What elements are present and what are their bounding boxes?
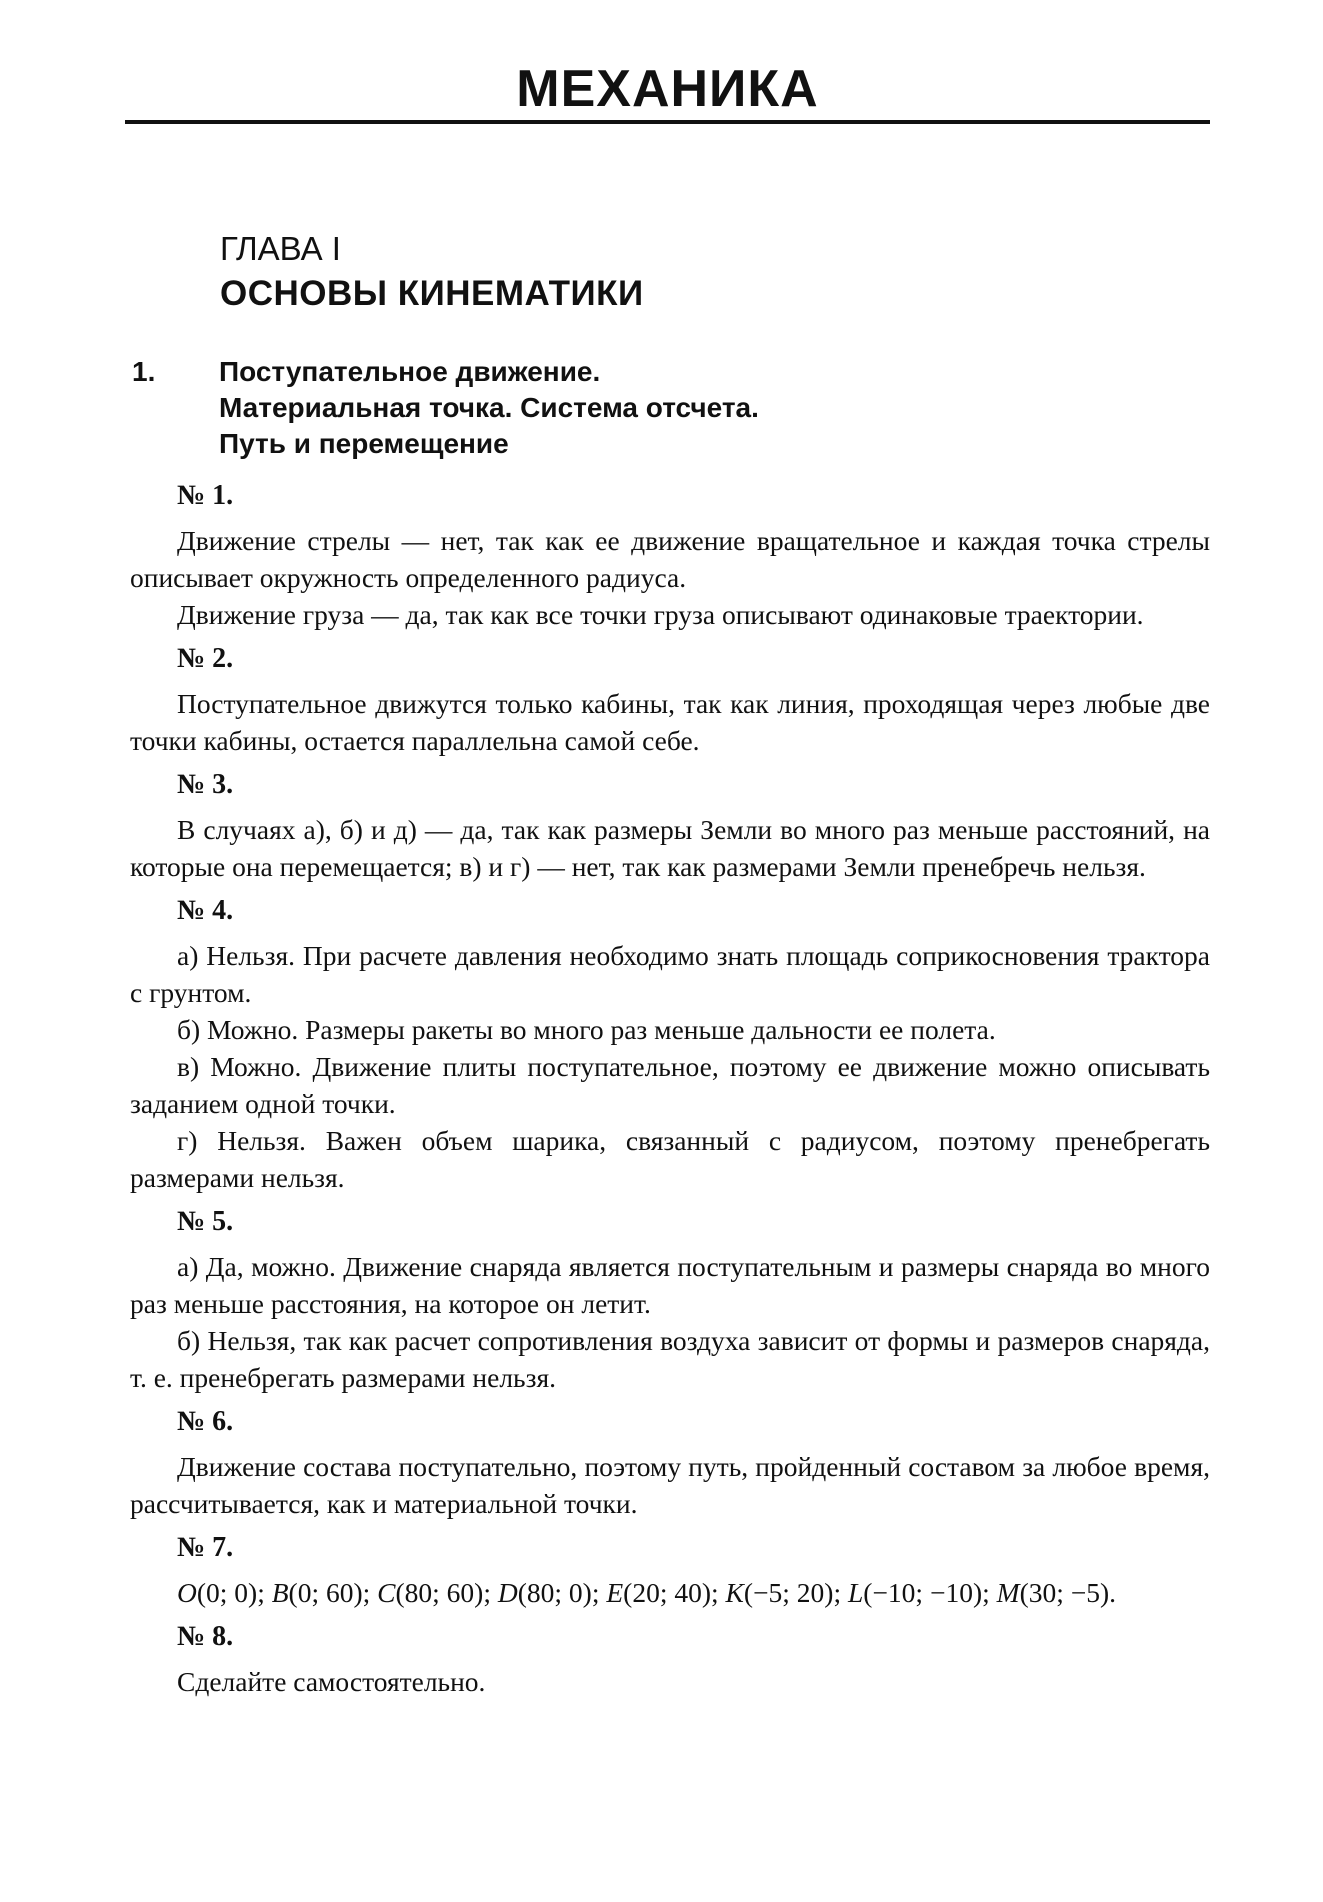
point-name: O bbox=[177, 1577, 197, 1608]
problem-number: № 5. bbox=[177, 1206, 234, 1237]
problem-paragraph: а) Нельзя. При расчете давления необходимо знать площадь соприкосновения трактора с грунтом. bbox=[130, 940, 1210, 1008]
problem-paragraph: Поступательное движутся только кабины, так как линия, проходящая через любые две точки кабины, остается параллельна самой себе. bbox=[130, 688, 1210, 756]
problem-paragraph: Движение состава поступательно, поэтому путь, пройденный составом за любое время, рассчитывается, как и материальной точки. bbox=[130, 1451, 1210, 1519]
point-coords: (80; 0) bbox=[517, 1577, 592, 1608]
point-coords: (20; 40) bbox=[623, 1577, 711, 1608]
problem-8 bbox=[130, 1617, 1210, 1700]
problem-number: № 7. bbox=[177, 1532, 234, 1563]
problem-paragraph: в) Можно. Движение плиты поступательное, поэтому ее движение можно описывать заданием одной точки. bbox=[130, 1051, 1210, 1119]
problem-paragraph: Движение груза — да, так как все точки груза описывают одинаковые траектории. bbox=[177, 599, 1144, 630]
point-name: D bbox=[497, 1577, 518, 1608]
problem-number: № 3. bbox=[177, 769, 234, 800]
point-name: M bbox=[996, 1577, 1020, 1608]
point-coords: (0; 60) bbox=[288, 1577, 363, 1608]
point-coords: (30; −5) bbox=[1019, 1577, 1110, 1608]
problem-number: № 6. bbox=[177, 1406, 234, 1437]
topic-title-line: Поступательное движение. bbox=[219, 356, 601, 387]
problem-number: № 8. bbox=[177, 1621, 234, 1652]
chapter-heading bbox=[220, 228, 1120, 318]
problem-paragraph: Движение стрелы — нет, так как ее движение вращательное и каждая точка стрелы описывает окружность определенного радиуса. bbox=[130, 525, 1210, 593]
point-name: L bbox=[847, 1577, 864, 1608]
problem-1 bbox=[130, 476, 1210, 633]
problem-paragraph: Сделайте самостоятельно. bbox=[177, 1666, 486, 1697]
header-rule bbox=[125, 120, 1210, 124]
point-coords: (80; 60) bbox=[395, 1577, 484, 1608]
chapter-title: ОСНОВЫ КИНЕМАТИКИ bbox=[220, 274, 644, 313]
problem-paragraph: В случаях а), б) и д) — да, так как размеры Земли во много раз меньше расстояний, на которые она перемещается; в) и г) — нет, так как размерами Земли пренебречь нельзя. bbox=[130, 814, 1210, 882]
section-title: МЕХАНИКА bbox=[516, 60, 819, 118]
problem-paragraph: г) Нельзя. Важен объем шарика, связанный с радиусом, поэтому пренебрегать размерами нельзя. bbox=[130, 1125, 1210, 1193]
problem-number: № 2. bbox=[177, 643, 234, 674]
point-name: K bbox=[725, 1577, 744, 1608]
point-coords: (0; 0) bbox=[196, 1577, 258, 1608]
problem-paragraph: а) Да, можно. Движение снаряда является поступательным и размеры снаряда во много раз меньше расстояния, на которое он летит. bbox=[130, 1251, 1210, 1319]
topic-title-line: Путь и перемещение bbox=[219, 428, 509, 459]
point-coords: (−5; 20) bbox=[743, 1577, 834, 1608]
problem-paragraph: б) Нельзя, так как расчет сопротивления воздуха зависит от формы и размеров снаряда, т. е. пренебрегать размерами нельзя. bbox=[130, 1325, 1210, 1393]
chapter-label: ГЛАВА I bbox=[220, 230, 341, 267]
section-header bbox=[125, 58, 1210, 128]
problem-paragraph: б) Можно. Размеры ракеты во много раз меньше дальности ее полета. bbox=[177, 1014, 996, 1045]
problem-4 bbox=[130, 891, 1210, 1196]
problem-6 bbox=[130, 1402, 1210, 1522]
point-coords: (−10; −10) bbox=[863, 1577, 983, 1608]
problem-2 bbox=[130, 639, 1210, 759]
problem-7 bbox=[130, 1528, 1210, 1611]
topic-title-line: Материальная точка. Система отсчета. bbox=[219, 392, 759, 423]
coordinates-list: O(0; 0); B(0; 60); C(80; 60); D(80; 0); E(20; 40); K(−5; 20); L(−10; −10); M(30; −5). bbox=[177, 1577, 1117, 1608]
problem-number: № 4. bbox=[177, 895, 234, 926]
point-name: E bbox=[606, 1577, 624, 1608]
solutions-content bbox=[130, 476, 1210, 1700]
problem-3 bbox=[130, 765, 1210, 885]
point-name: C bbox=[377, 1577, 396, 1608]
problem-5 bbox=[130, 1202, 1210, 1396]
topic-title bbox=[219, 354, 1199, 462]
topic-number: 1. bbox=[132, 356, 156, 387]
point-name: B bbox=[271, 1577, 289, 1608]
problem-number: № 1. bbox=[177, 480, 234, 511]
